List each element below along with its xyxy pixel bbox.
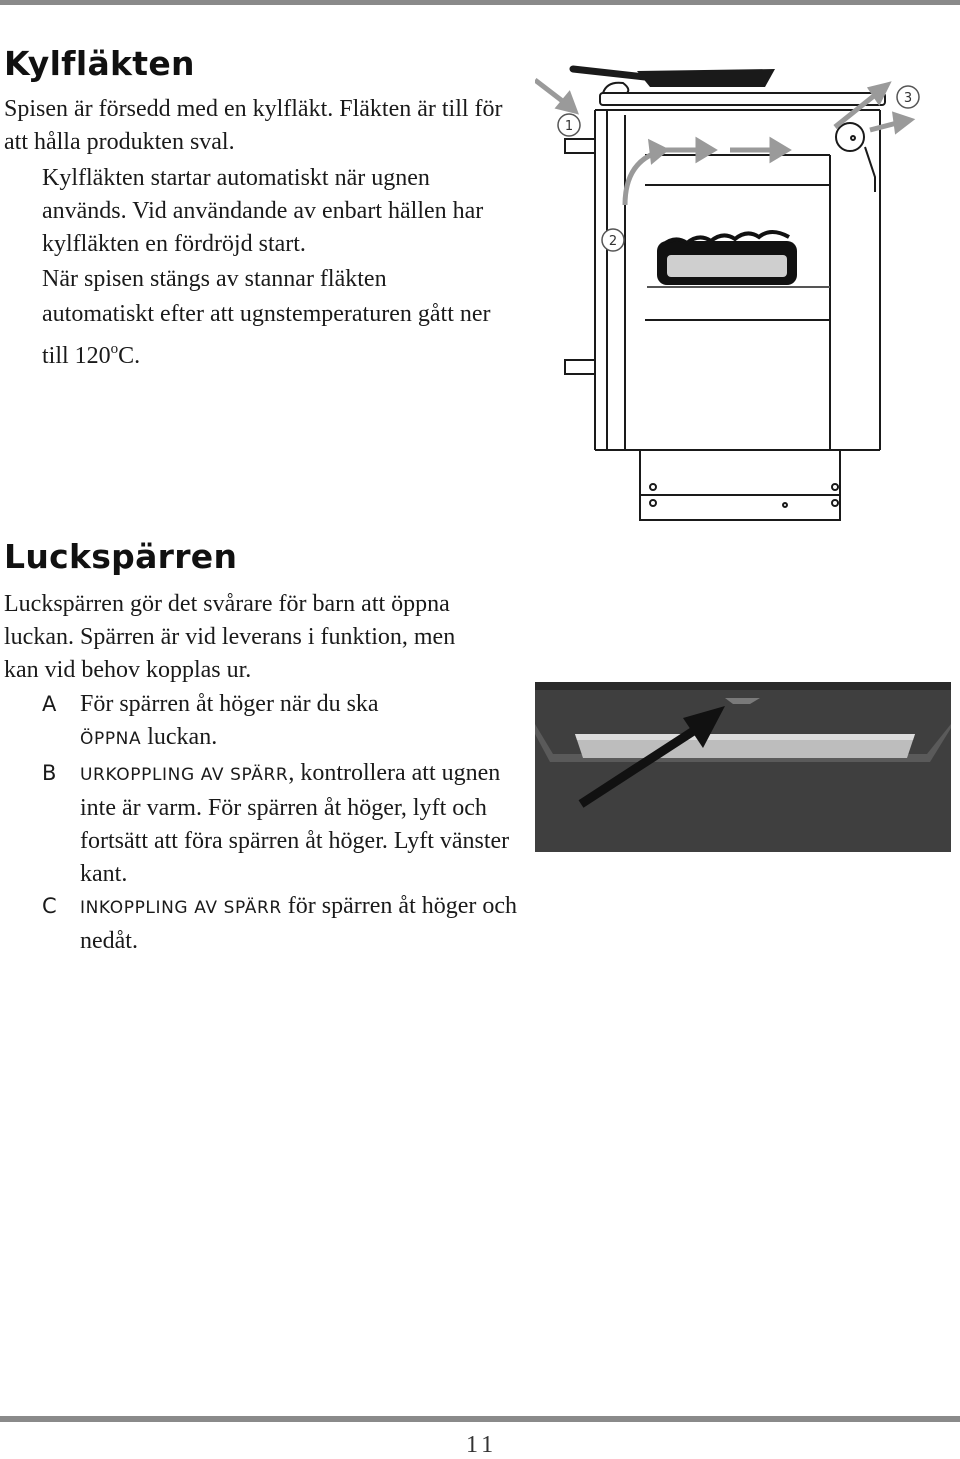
item-a-smallcaps: ÖPPNA [80,729,142,749]
item-c-text: för spärren åt höger och nedåt. [80,893,518,954]
degree-superscript: o [110,341,119,357]
list-letter-a: A [42,692,57,716]
callout-2-label: 2 [608,234,618,249]
item-a-end: luckan. [141,724,218,750]
callout-1-label: 1 [564,119,574,134]
baking-tray-icon [657,232,797,285]
door-latch-figure [535,682,951,852]
luckspärren-intro: Luckspärren gör det svårare för barn att öppna luckan. Spärren är vid leverans i funktion, men kan vid behov kopplas ur. [4,591,456,683]
kylflakten-paragraph-2: Kylfläkten startar automatiskt när ugnen används. Vid användande av enbart hällen har kylfläkten en fördröjd start. [42,165,484,257]
heading-kylflakten: Kylfläkten [4,44,195,83]
callout-1 [558,114,580,136]
list-letter-b: B [42,761,57,785]
item-a-text: För spärren åt höger när du ska [80,691,379,717]
kylflakten-paragraph-3-text: När spisen stängs av stannar fläkten automatiskt efter att ugnstemperaturen gått ner till 120 [42,266,491,369]
callout-2 [602,229,624,251]
kylflakten-paragraph-3-end: C. [118,343,141,369]
callout-3-label: 3 [903,91,913,106]
list-item-c [4,890,524,958]
list-item-a [4,688,524,756]
airflow-arrows [535,80,913,205]
item-b-text: , kontrollera att ugnen inte är varm. För spärren åt höger, lyft och fortsätt att föra spärren åt höger. Lyft vänster kant. [80,760,510,887]
list-item-b [4,757,524,891]
item-b-smallcaps: URKOPPLING AV SPÄRR [80,765,289,785]
list-letter-c: C [42,894,57,918]
frying-pan-icon [573,69,775,87]
page-number: 11 [466,1432,498,1458]
kylflakten-paragraph-3 [4,262,504,374]
heading-luckspärren: Luckspärren [4,537,238,576]
top-rule [0,0,960,5]
kylflakten-paragraph-1: Spisen är försedd med en kylfläkt. Fläkten är till för att hålla produkten sval. [4,96,503,155]
bottom-rule [0,1416,960,1422]
item-c-smallcaps: INKOPPLING AV SPÄRR [80,898,282,918]
cooker-cooling-fan-figure [535,55,935,530]
callout-3 [897,86,919,108]
